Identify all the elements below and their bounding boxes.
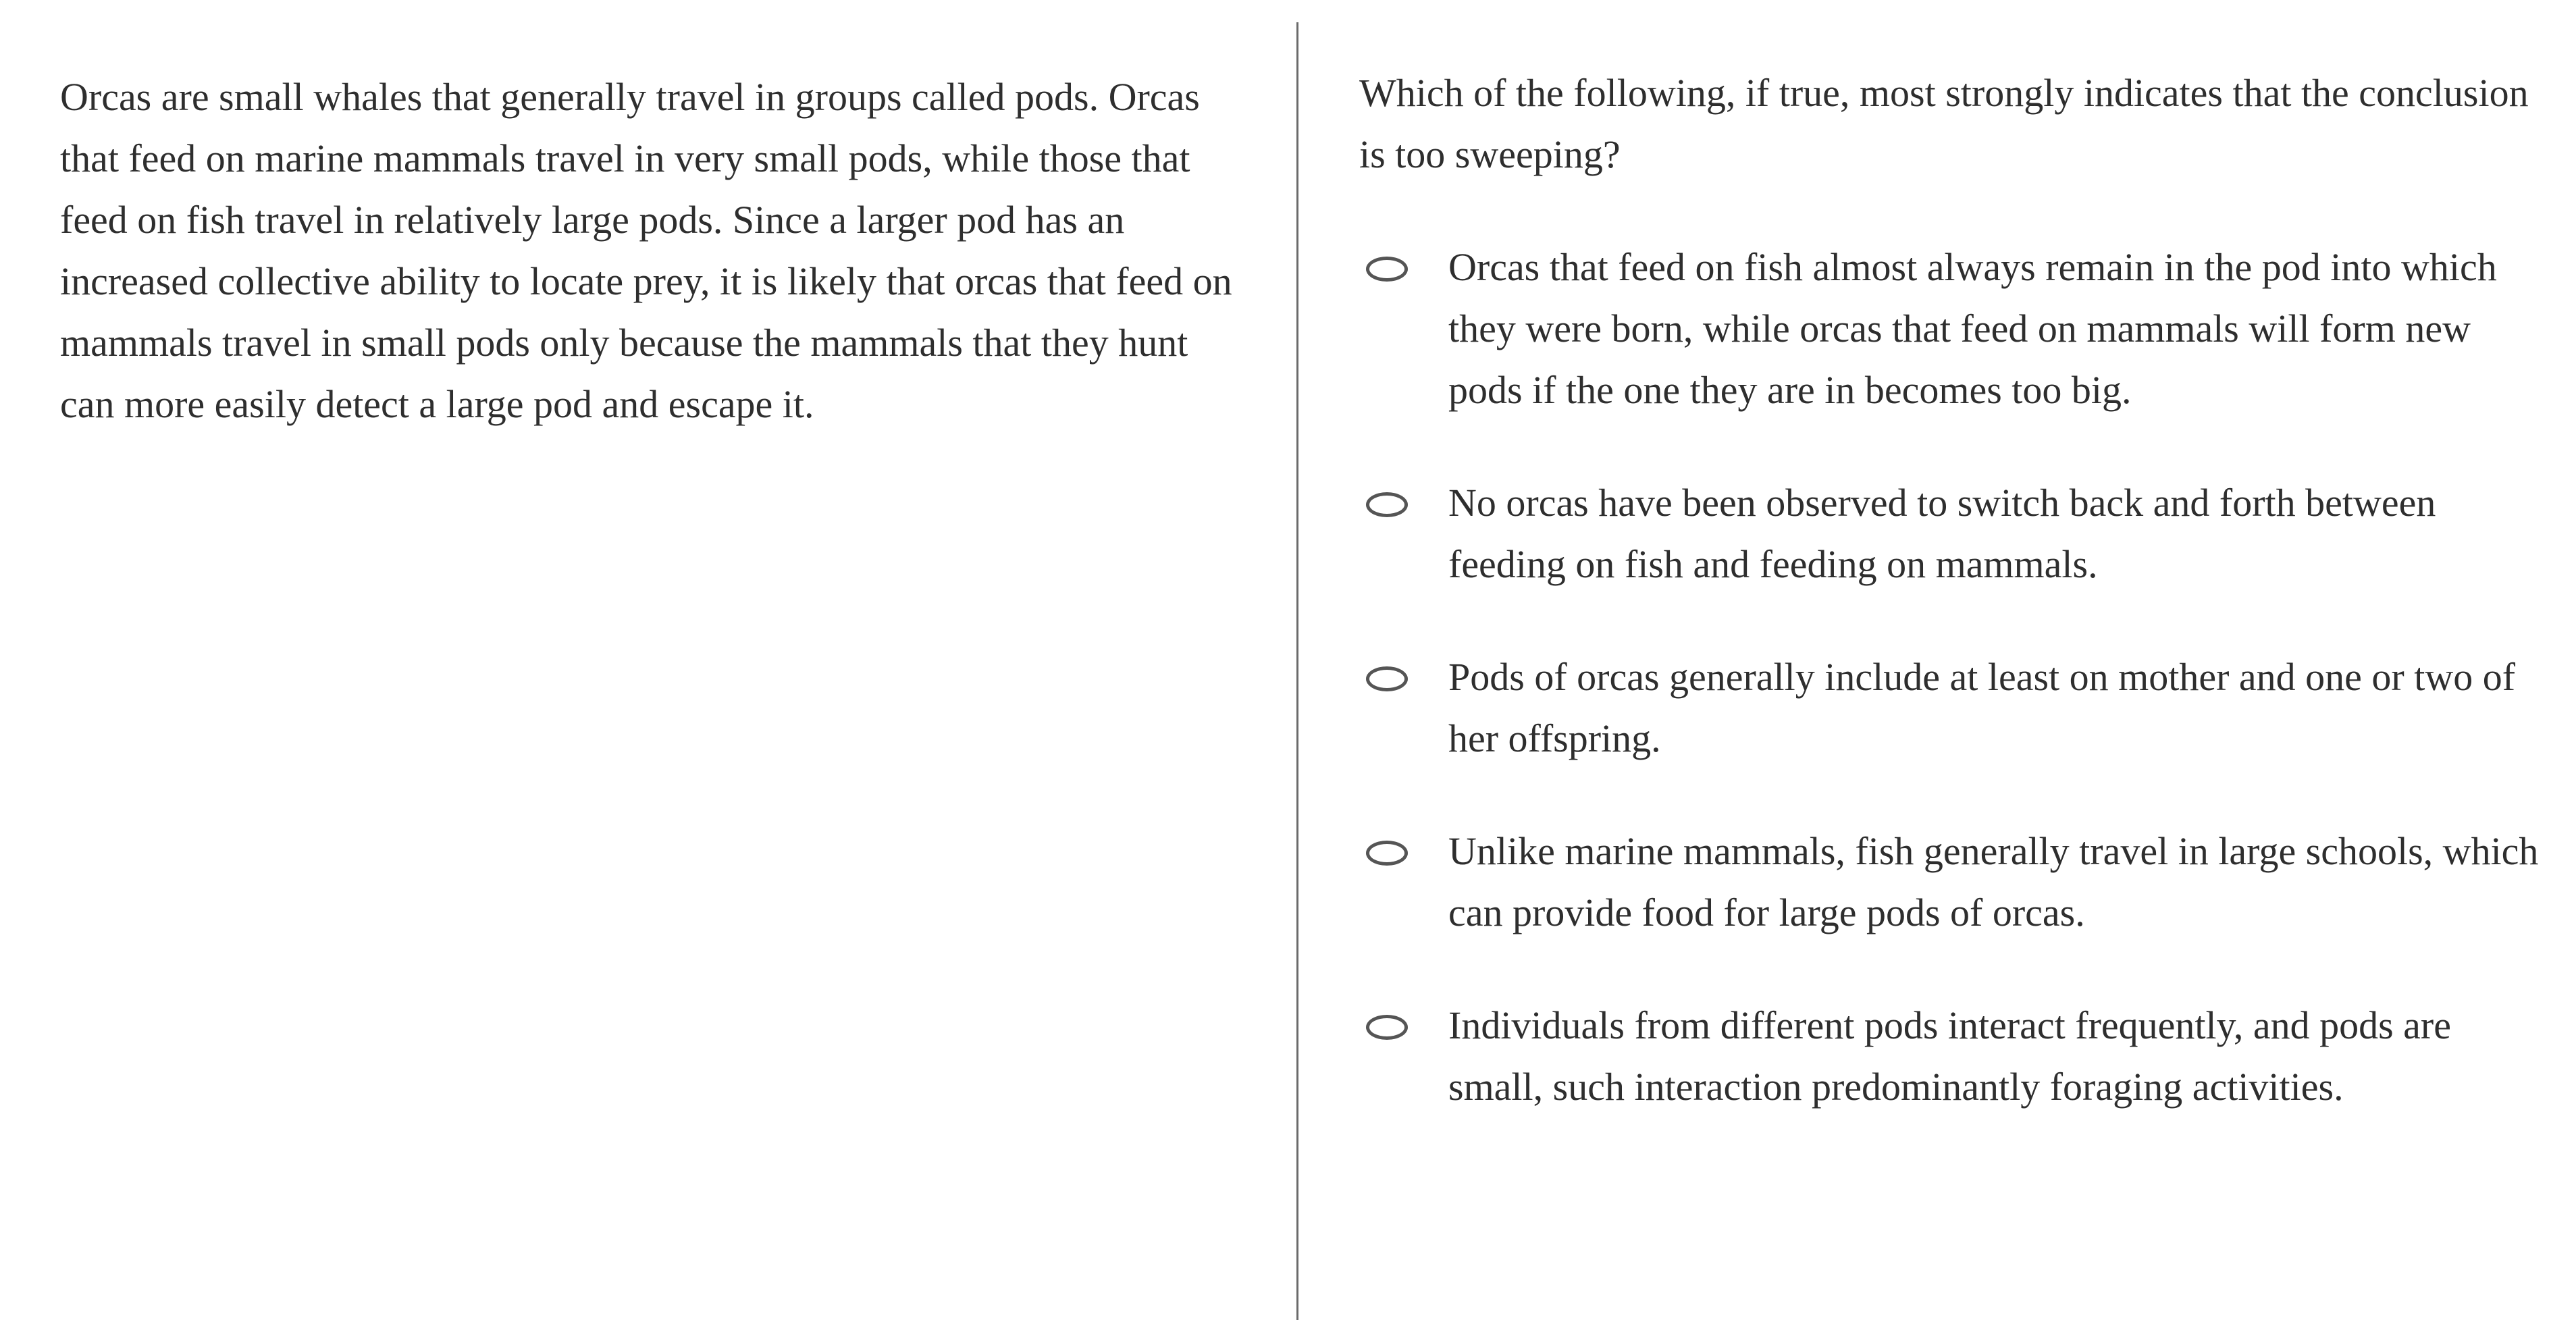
- answer-choice-text: Individuals from different pods interact frequently, and pods are small, such interaction predominantly foraging activities.: [1448, 1003, 2451, 1109]
- radio-button-icon[interactable]: [1366, 841, 1408, 866]
- radio-button-icon[interactable]: [1366, 666, 1408, 691]
- question-stem: Which of the following, if true, most strongly indicates that the conclusion is too sweeping?: [1359, 71, 2529, 176]
- answer-choice-text: Unlike marine mammals, fish generally travel in large schools, which can provide food for large pods of orcas.: [1448, 829, 2539, 934]
- passage-text: Orcas are small whales that generally travel in groups called pods. Orcas that feed on marine mammals travel in very small pods, while those that feed on fish travel in relatively large pods. Since a larger pod has an increased collective ability to locate prey, it is likely that orcas that feed on mammals travel in small pods only because the mammals that they hunt can more easily detect a large pod and escape it.: [60, 75, 1232, 426]
- answer-choice-a[interactable]: [1359, 236, 2548, 421]
- answer-choice-c[interactable]: [1359, 646, 2548, 769]
- radio-button-icon[interactable]: [1366, 492, 1408, 517]
- answer-choice-d[interactable]: [1359, 820, 2548, 943]
- answer-choice-e[interactable]: [1359, 995, 2548, 1117]
- answer-choice-text: Orcas that feed on fish almost always remain in the pod into which they were born, while orcas that feed on mammals will form new pods if the one they are in becomes too big.: [1448, 245, 2497, 412]
- passage-pane: [60, 66, 1238, 435]
- pane-divider: [1296, 22, 1298, 1320]
- radio-button-icon[interactable]: [1366, 1015, 1408, 1040]
- answer-choice-b[interactable]: [1359, 472, 2548, 595]
- question-pane: [1359, 62, 2548, 1169]
- answer-choice-text: Pods of orcas generally include at least on mother and one or two of her offspring.: [1448, 655, 2516, 760]
- radio-button-icon[interactable]: [1366, 257, 1408, 282]
- answer-choices: [1359, 236, 2548, 1117]
- answer-choice-text: No orcas have been observed to switch back and forth between feeding on fish and feeding on mammals.: [1448, 481, 2436, 586]
